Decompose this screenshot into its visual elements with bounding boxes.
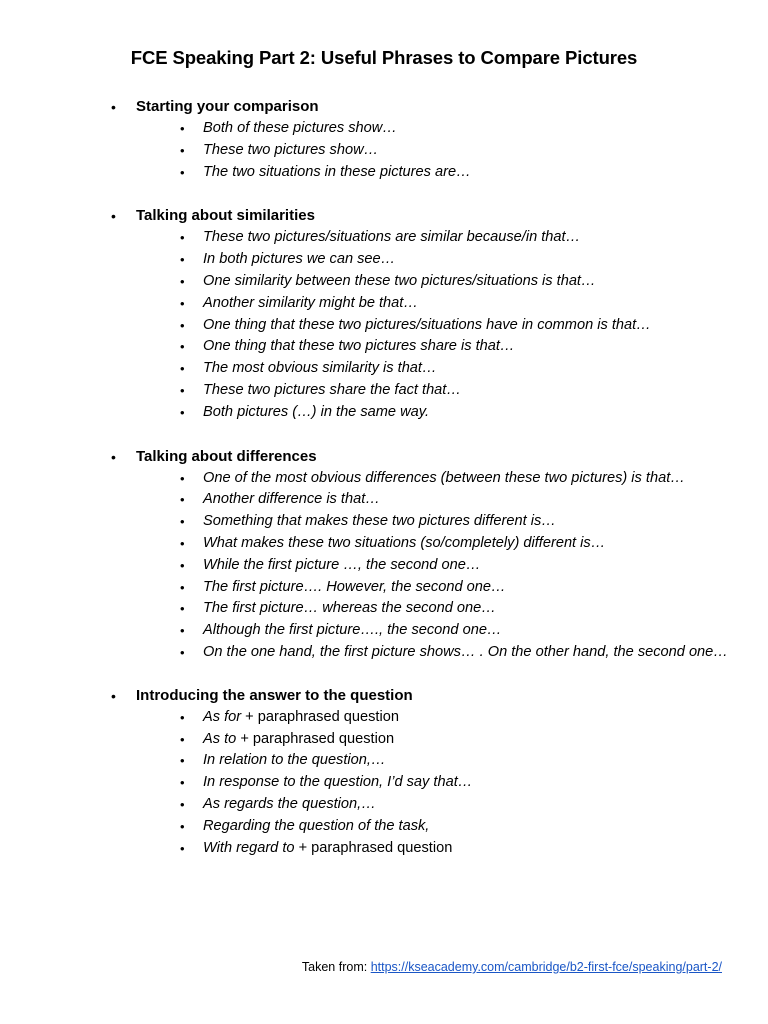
phrase-text: While the first picture …, the second one… [203,556,481,573]
phrase-list [0,227,768,423]
phrase-item [0,707,768,729]
section-heading: Starting your comparison [136,98,319,115]
phrase-text: Although the first picture…., the second one… [203,622,502,639]
section-heading-row [0,685,768,707]
bullet-icon: • [180,230,185,246]
phrase-item [0,118,768,140]
bullet-icon: • [180,470,185,486]
source-link[interactable]: https://kseacademy.com/cambridge/b2-first-fce/speaking/part-2/ [370,960,722,974]
bullet-icon: • [180,535,185,551]
phrase-item [0,729,768,751]
phrase-item [0,489,768,511]
phrase-text: On the one hand, the first picture shows… . On the other hand, the second one… [203,643,728,660]
bullet-icon: • [180,796,185,812]
source-footer [302,960,722,974]
phrase-text: What makes these two situations (so/completely) different is… [203,534,606,551]
bullet-icon: • [180,164,185,180]
bullet-icon: • [180,273,185,289]
phrase-text: These two pictures/situations are similar because/in that… [203,229,581,246]
phrase-item [0,598,768,620]
phrase-suffix: + paraphrased question [236,730,395,747]
bullet-icon: • [180,623,185,639]
bullet-icon: • [180,252,185,268]
bullet-icon: • [180,142,185,158]
phrase-list [0,468,768,664]
page-title: FCE Speaking Part 2: Useful Phrases to Compare Pictures [130,47,638,68]
phrase-item [0,358,768,380]
phrase-item [0,402,768,424]
phrase-item [0,380,768,402]
bullet-icon: • [180,514,185,530]
phrase-list [0,707,768,860]
bullet-icon: • [111,448,116,465]
phrase-item [0,794,768,816]
phrase-item [0,750,768,772]
bullet-icon: • [180,731,185,747]
phrase-item [0,249,768,271]
section-heading: Talking about similarities [136,207,315,225]
section-starting-comparison [0,96,768,183]
phrase-text: The most obvious similarity is that… [203,360,437,377]
phrase-suffix: + paraphrased question [294,839,453,856]
bullet-icon: • [180,492,185,508]
phrase-text: The two situations in these pictures are… [203,163,471,180]
phrase-suffix: + paraphrased question [241,708,399,725]
bullet-icon: • [180,753,185,769]
section-similarities [0,205,768,423]
bullet-icon: • [111,687,116,704]
phrase-text: As for [203,708,242,725]
phrase-item [0,162,768,184]
bullet-icon: • [180,601,185,617]
phrase-text: As to [203,730,237,747]
bullet-icon: • [180,557,185,573]
phrase-item [0,816,768,838]
phrase-text: Something that makes these two pictures different is… [203,513,556,530]
phrase-item [0,336,768,358]
bullet-icon: • [180,579,185,595]
phrase-item [0,293,768,315]
bullet-icon: • [111,208,116,225]
bullet-icon: • [180,295,185,311]
section-heading: Introducing the answer to the question [136,686,413,704]
phrase-text: In response to the question, I’d say that… [203,774,473,791]
phrase-text: These two pictures share the fact that… [203,381,461,398]
bullet-icon: • [180,840,185,856]
phrase-item [0,555,768,577]
phrase-text: One thing that these two pictures/situations have in common is that… [203,316,651,333]
phrase-item [0,140,768,162]
phrase-item [0,227,768,249]
phrase-text: One thing that these two pictures share is that… [203,338,515,355]
bullet-icon: • [180,317,185,333]
section-heading-row [0,205,768,227]
bullet-icon: • [180,709,185,725]
phrase-text: One similarity between these two pictures/situations is that… [203,272,596,289]
section-heading: Talking about differences [136,447,317,465]
phrase-text: The first picture…. However, the second one… [203,578,506,595]
phrase-text: In relation to the question,… [203,752,386,769]
bullet-icon: • [111,99,116,115]
phrase-list [0,118,768,183]
bullet-icon: • [180,818,185,834]
phrase-text: Both of these pictures show… [203,120,397,136]
phrase-item [0,315,768,337]
phrase-item [0,533,768,555]
section-heading-row [0,446,768,468]
phrase-text: Another difference is that… [203,491,380,508]
bullet-icon: • [180,361,185,377]
phrase-text: These two pictures show… [203,141,379,158]
bullet-icon: • [180,339,185,355]
phrase-item [0,772,768,794]
phrase-item [0,577,768,599]
phrase-item [0,468,768,490]
phrase-item [0,620,768,642]
section-answer-question [0,685,768,860]
bullet-icon: • [180,404,185,420]
section-heading-row [0,96,768,118]
bullet-icon: • [180,121,185,136]
bullet-icon: • [180,644,185,660]
phrase-text: With regard to [203,839,295,856]
phrase-text: Another similarity might be that… [203,294,418,311]
section-differences [0,446,768,664]
bullet-icon: • [180,382,185,398]
phrase-text: In both pictures we can see… [203,251,396,268]
bullet-icon: • [180,775,185,791]
phrase-item [0,642,768,664]
phrase-text: One of the most obvious differences (between these two pictures) is that… [203,469,685,486]
phrase-text: Both pictures (…) in the same way. [203,403,430,420]
phrase-item [0,271,768,293]
footer-prefix: Taken from: [301,960,371,974]
phrase-text: Regarding the question of the task, [203,817,430,834]
phrase-item [0,838,768,860]
phrase-text: As regards the question,… [203,795,376,812]
phrase-item [0,511,768,533]
phrase-sections [0,96,768,881]
phrase-text: The first picture… whereas the second one… [203,600,496,617]
